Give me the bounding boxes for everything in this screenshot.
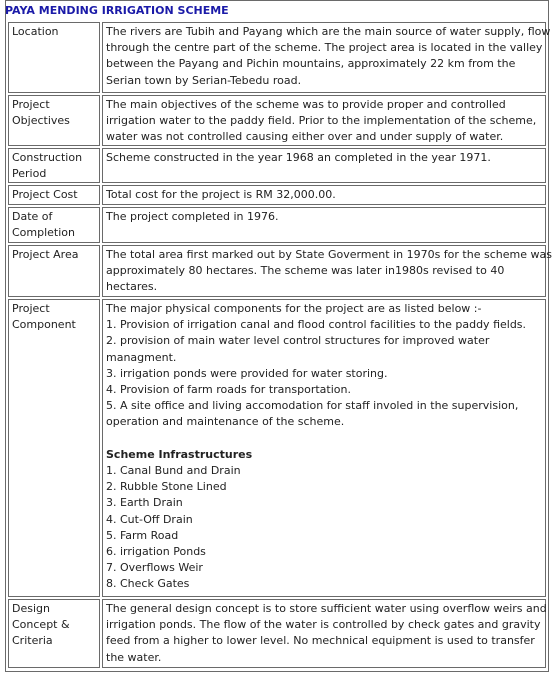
row-value	[102, 148, 546, 183]
row-label	[8, 299, 100, 597]
label-line: Component	[12, 318, 76, 332]
list-item: 8. Check Gates	[106, 577, 190, 591]
table-row-project-area	[8, 245, 552, 297]
value-line: feed from a higher to lower level. No mechnical equipment is used to transfer	[106, 634, 535, 648]
value-line: operation and maintenance of the scheme.	[106, 415, 345, 429]
table-row-location	[8, 22, 551, 93]
row-value	[102, 245, 552, 297]
row-value	[102, 185, 546, 205]
table-row-construction-period	[8, 148, 546, 183]
value-line: between the Payang and Pichin mountains, approximately 22 km from the	[106, 57, 516, 71]
list-item: 1. Canal Bund and Drain	[106, 464, 241, 478]
value-line: The project completed in 1976.	[106, 210, 279, 223]
row-label	[8, 22, 100, 93]
value-line: irrigation ponds. The flow of the water is controlled by check gates and gravity	[106, 618, 541, 632]
label-line: Design	[12, 602, 50, 615]
list-item: 7. Overflows Weir	[106, 561, 203, 575]
value-line: 4. Provision of farm roads for transportation.	[106, 383, 351, 397]
label-line: Date of	[12, 210, 53, 223]
table-row-project-component	[8, 299, 546, 597]
value-line: Scheme constructed in the year 1968 an completed in the year 1971.	[106, 151, 491, 164]
spacer	[106, 431, 543, 447]
label-line: Project	[12, 302, 50, 315]
row-label	[8, 599, 100, 668]
value-line: irrigation water to the paddy field. Prior to the implementation of the scheme,	[106, 114, 537, 128]
value-line: through the centre part of the scheme. The project area is located in the valley	[106, 41, 543, 55]
list-item: 5. Farm Road	[106, 528, 179, 542]
value-line: water was not controlled causing either over and under supply of water.	[106, 130, 504, 144]
value-line: The major physical components for the project are as listed below :-	[106, 302, 482, 315]
list-item: 3. Earth Drain	[106, 496, 183, 510]
row-value	[102, 599, 546, 668]
row-value	[102, 22, 551, 93]
value-line: The rivers are Tubih and Payang which are the main source of water supply, flow	[106, 25, 551, 38]
infrastructure-heading: Scheme Infrastructures	[106, 447, 253, 461]
list-item: 2. Rubble Stone Lined	[106, 480, 227, 494]
list-item: 6. irrigation Ponds	[106, 545, 206, 559]
value-line: managment.	[106, 350, 177, 364]
value-line: 3. irrigation ponds were provided for water storing.	[106, 366, 388, 380]
value-line: The general design concept is to store sufficient water using overflow weirs and	[106, 602, 547, 615]
table-row-design-concept	[8, 599, 546, 668]
value-line: 1. Provision of irrigation canal and flood control facilities to the paddy fields.	[106, 318, 527, 332]
value-line: The total area first marked out by State Goverment in 1970s for the scheme was	[106, 248, 552, 261]
row-label	[8, 245, 100, 297]
label-line: Objectives	[12, 114, 70, 128]
value-line: approximately 80 hectares. The scheme was later in1980s revised to 40	[106, 264, 505, 278]
table-row-project-cost	[8, 185, 546, 205]
value-line: Total cost for the project is RM 32,000.00.	[106, 188, 336, 201]
table-title: PAYA MENDING IRRIGATION SCHEME	[5, 4, 229, 17]
list-item: 4. Cut-Off Drain	[106, 512, 193, 526]
label-line: Completion	[12, 226, 76, 240]
label-line: Concept &	[12, 618, 70, 632]
label-line: Project	[12, 98, 50, 111]
label-line: Criteria	[12, 634, 53, 648]
row-value	[102, 95, 546, 146]
label-line: Period	[12, 167, 47, 181]
value-line: hectares.	[106, 280, 158, 294]
label-line: Project Cost	[12, 188, 78, 201]
table-row-objectives	[8, 95, 546, 146]
row-value	[102, 299, 546, 597]
row-label	[8, 207, 100, 243]
value-line: Serian town by Serian-Tebedu road.	[106, 73, 302, 87]
row-label	[8, 185, 100, 205]
value-line: The main objectives of the scheme was to provide proper and controlled	[106, 98, 506, 111]
value-line: 5. A site office and living accomodation for staff involed in the supervision,	[106, 399, 519, 413]
value-line: the water.	[106, 650, 162, 664]
row-label	[8, 95, 100, 146]
value-line: 2. provision of main water level control structures for improved water	[106, 334, 490, 348]
table-row-date-of-completion	[8, 207, 546, 243]
label-line: Location	[12, 25, 59, 38]
label-line: Project Area	[12, 248, 79, 261]
row-value	[102, 207, 546, 243]
label-line: Construction	[12, 151, 83, 164]
row-label	[8, 148, 100, 183]
